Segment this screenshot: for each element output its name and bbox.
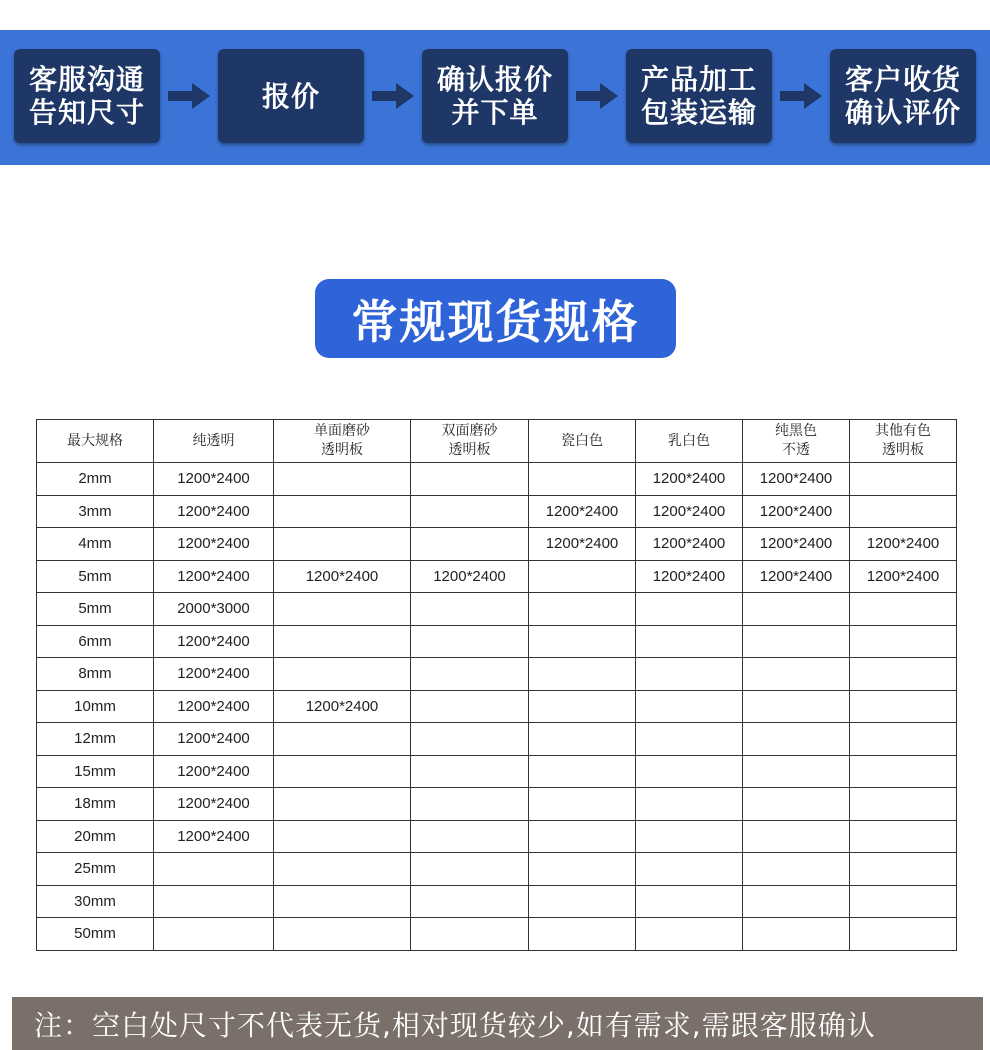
size-cell [529,788,636,821]
size-cell [743,788,850,821]
size-cell: 1200*2400 [743,495,850,528]
size-cell: 1200*2400 [154,560,274,593]
size-cell [411,625,529,658]
size-cell [743,755,850,788]
size-cell [529,560,636,593]
size-cell [274,658,411,691]
size-cell: 1200*2400 [850,560,957,593]
header-milky-white: 乳白色 [636,420,743,463]
arrow-right-icon [372,81,414,111]
footer-note: 注：空白处尺寸不代表无货,相对现货较少,如有需求,需跟客服确认 [12,997,983,1050]
size-cell: 1200*2400 [743,560,850,593]
size-cell [636,755,743,788]
header-single-frosted: 单面磨砂 透明板 [274,420,411,463]
size-cell: 1200*2400 [636,560,743,593]
size-cell [850,755,957,788]
size-cell [529,463,636,496]
size-cell [154,853,274,886]
size-cell [411,820,529,853]
size-cell [411,593,529,626]
size-cell: 1200*2400 [154,820,274,853]
thickness-cell: 30mm [37,885,154,918]
size-cell [411,495,529,528]
size-cell [529,853,636,886]
process-step-2 [218,49,364,143]
size-cell: 1200*2400 [154,528,274,561]
size-cell [850,690,957,723]
size-cell [274,885,411,918]
size-cell [411,658,529,691]
size-cell [411,723,529,756]
size-cell [636,658,743,691]
process-step-label: 客服沟通 告知尺寸 [28,63,145,129]
thickness-cell: 12mm [37,723,154,756]
size-cell: 1200*2400 [274,560,411,593]
table-header-row [37,420,957,463]
size-cell: 2000*3000 [154,593,274,626]
size-cell [636,625,743,658]
table-row [37,625,957,658]
size-cell [850,820,957,853]
size-cell [743,658,850,691]
size-cell [154,885,274,918]
size-cell [850,853,957,886]
thickness-cell: 8mm [37,658,154,691]
header-pure-black: 纯黑色 不透 [743,420,850,463]
size-cell: 1200*2400 [850,528,957,561]
size-cell: 1200*2400 [154,463,274,496]
size-cell [274,528,411,561]
size-cell [743,853,850,886]
table-row [37,560,957,593]
size-cell [411,853,529,886]
size-cell [411,755,529,788]
size-cell [850,885,957,918]
size-cell [743,593,850,626]
size-cell: 1200*2400 [154,690,274,723]
table-body [37,463,957,951]
thickness-cell: 18mm [37,788,154,821]
size-cell [636,723,743,756]
size-cell [743,820,850,853]
size-cell [154,918,274,951]
section-title: 常规现货规格 [315,279,676,358]
size-cell [529,918,636,951]
thickness-cell: 3mm [37,495,154,528]
size-cell [743,918,850,951]
thickness-cell: 10mm [37,690,154,723]
header-clear: 纯透明 [154,420,274,463]
thickness-cell: 2mm [37,463,154,496]
size-cell: 1200*2400 [154,658,274,691]
size-cell: 1200*2400 [154,723,274,756]
size-cell [529,593,636,626]
process-step-5 [830,49,976,143]
table-row [37,918,957,951]
table-row [37,853,957,886]
table-row [37,658,957,691]
process-step-1 [14,49,160,143]
spec-table [36,419,957,951]
process-step-4 [626,49,772,143]
process-step-label: 产品加工 包装运输 [640,63,757,129]
table-row [37,885,957,918]
size-cell [274,853,411,886]
size-cell [529,755,636,788]
size-cell [636,820,743,853]
thickness-cell: 50mm [37,918,154,951]
size-cell [636,690,743,723]
size-cell: 1200*2400 [529,495,636,528]
size-cell [274,593,411,626]
process-step-label: 报价 [261,79,320,113]
size-cell [274,788,411,821]
size-cell [274,820,411,853]
size-cell [850,788,957,821]
size-cell [743,625,850,658]
thickness-cell: 20mm [37,820,154,853]
size-cell: 1200*2400 [636,463,743,496]
size-cell: 1200*2400 [743,463,850,496]
process-step-3 [422,49,568,143]
size-cell: 1200*2400 [636,495,743,528]
table-row [37,723,957,756]
size-cell [850,495,957,528]
size-cell [274,625,411,658]
size-cell [411,885,529,918]
header-double-frosted: 双面磨砂 透明板 [411,420,529,463]
size-cell [636,593,743,626]
size-cell [850,918,957,951]
size-cell: 1200*2400 [154,755,274,788]
thickness-cell: 4mm [37,528,154,561]
size-cell [529,820,636,853]
table-row [37,690,957,723]
table-row [37,820,957,853]
header-porcelain-white: 瓷白色 [529,420,636,463]
size-cell [411,690,529,723]
arrow-right-icon [576,81,618,111]
size-cell [529,658,636,691]
size-cell [850,625,957,658]
thickness-cell: 5mm [37,560,154,593]
process-banner [0,30,990,165]
size-cell [274,755,411,788]
size-cell [850,463,957,496]
size-cell [529,885,636,918]
size-cell: 1200*2400 [636,528,743,561]
table-row [37,593,957,626]
thickness-cell: 6mm [37,625,154,658]
size-cell: 1200*2400 [411,560,529,593]
size-cell [529,625,636,658]
table-row [37,495,957,528]
size-cell: 1200*2400 [529,528,636,561]
arrow-right-icon [168,81,210,111]
size-cell [411,528,529,561]
size-cell [850,658,957,691]
size-cell [743,690,850,723]
size-cell: 1200*2400 [154,625,274,658]
thickness-cell: 25mm [37,853,154,886]
size-cell [636,918,743,951]
header-other-colors: 其他有色 透明板 [850,420,957,463]
size-cell: 1200*2400 [274,690,411,723]
table-row [37,788,957,821]
table-row [37,755,957,788]
arrow-right-icon [780,81,822,111]
size-cell [411,788,529,821]
table-row [37,528,957,561]
table-row [37,463,957,496]
size-cell: 1200*2400 [154,495,274,528]
size-cell [636,885,743,918]
size-cell [529,690,636,723]
size-cell [636,788,743,821]
size-cell [274,918,411,951]
process-step-label: 确认报价 并下单 [436,63,553,129]
size-cell [274,463,411,496]
size-cell [529,723,636,756]
thickness-cell: 15mm [37,755,154,788]
size-cell [411,463,529,496]
thickness-cell: 5mm [37,593,154,626]
size-cell [636,853,743,886]
size-cell [850,723,957,756]
size-cell: 1200*2400 [154,788,274,821]
size-cell [743,885,850,918]
header-max-spec: 最大规格 [37,420,154,463]
size-cell [274,723,411,756]
process-step-label: 客户收货 确认评价 [844,63,961,129]
size-cell [850,593,957,626]
size-cell: 1200*2400 [743,528,850,561]
size-cell [743,723,850,756]
size-cell [411,918,529,951]
size-cell [274,495,411,528]
